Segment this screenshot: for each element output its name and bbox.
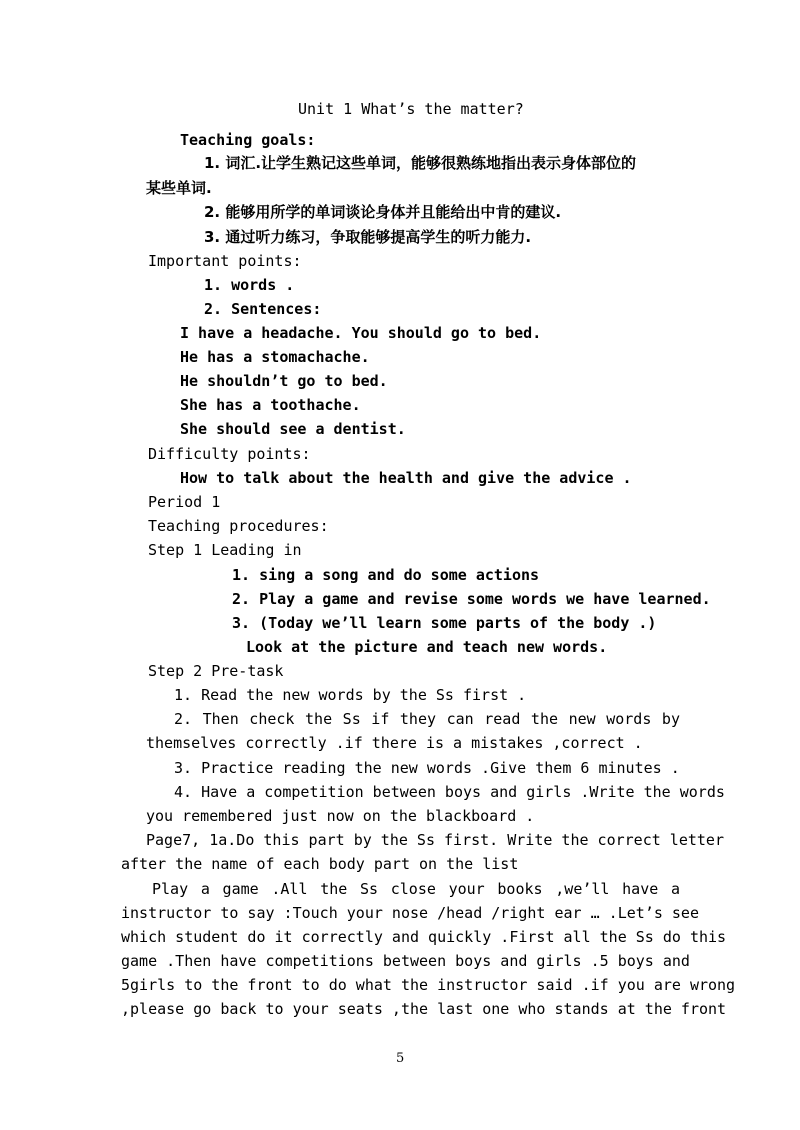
- document-title: Unit 1 What’s the matter?: [298, 100, 524, 118]
- teaching-goals-heading: Teaching goals:: [180, 131, 316, 149]
- game-line-4: game .Then have competitions between boys and girls .5 boys and: [121, 952, 690, 970]
- game-line-3: which student do it correctly and quickly .First all the Ss do this: [121, 928, 727, 946]
- goal-3: 3. 通过听力练习，争取能够提高学生的听力能力.: [204, 228, 532, 246]
- goal-1-line-1: 1. 词汇.让学生熟记这些单词，能够很熟练地指出表示身体部位的: [204, 154, 637, 172]
- step-2-heading: Step 2 Pre-task: [148, 662, 284, 680]
- sentence-1: I have a headache. You should go to bed.: [180, 324, 542, 342]
- sentence-2: He has a stomachache.: [180, 348, 370, 366]
- important-point-1: 1. words .: [204, 276, 295, 294]
- step-2-point-1: 1. Read the new words by the Ss first .: [174, 686, 527, 704]
- sentence-3: He shouldn’t go to bed.: [180, 372, 388, 390]
- difficulty-points-heading: Difficulty points:: [148, 445, 311, 463]
- step-2-point-4-line-2: you remembered just now on the blackboard .: [146, 807, 535, 825]
- sentence-4: She has a toothache.: [180, 396, 361, 414]
- step-1-item-1: 1. sing a song and do some actions: [232, 566, 540, 584]
- goal-2: 2. 能够用所学的单词谈论身体并且能给出中肯的建议.: [204, 203, 562, 221]
- page7-line-2: after the name of each body part on the list: [121, 855, 519, 873]
- procedures-heading: Teaching procedures:: [148, 517, 329, 535]
- page7-line-1: Page7, 1a.Do this part by the Ss first. Write the correct letter: [146, 831, 724, 849]
- goal-1-line-2: 某些单词.: [146, 179, 212, 197]
- step-1-followup: Look at the picture and teach new words.: [246, 638, 608, 656]
- step-1-item-3: 3. (Today we’ll learn some parts of the body .): [232, 614, 657, 632]
- game-line-1: Play a game .All the Ss close your books ,we’ll have a: [152, 880, 680, 898]
- sentence-5: She should see a dentist.: [180, 420, 406, 438]
- step-2-point-3: 3. Practice reading the new words .Give them 6 minutes .: [174, 759, 680, 777]
- important-point-2: 2. Sentences:: [204, 300, 322, 318]
- game-line-2: instructor to say :Touch your nose /head /right ear … .Let’s see: [121, 904, 699, 922]
- game-line-5: 5girls to the front to do what the instructor said .if you are wrong: [121, 976, 736, 994]
- game-line-6: ,please go back to your seats ,the last one who stands at the front: [121, 1000, 727, 1018]
- page-number: 5: [396, 1051, 405, 1066]
- step-2-point-2-line-1: 2. Then check the Ss if they can read the new words by: [174, 710, 680, 728]
- period-label: Period 1: [148, 493, 221, 511]
- step-2-point-2-line-2: themselves correctly .if there is a mistakes ,correct .: [146, 734, 643, 752]
- step-1-heading: Step 1 Leading in: [148, 541, 302, 559]
- step-2-point-4-line-1: 4. Have a competition between boys and girls .Write the words: [174, 783, 725, 801]
- difficulty-points-text: How to talk about the health and give the advice .: [180, 469, 632, 487]
- important-points-heading: Important points:: [148, 252, 302, 270]
- step-1-item-2: 2. Play a game and revise some words we have learned.: [232, 590, 711, 608]
